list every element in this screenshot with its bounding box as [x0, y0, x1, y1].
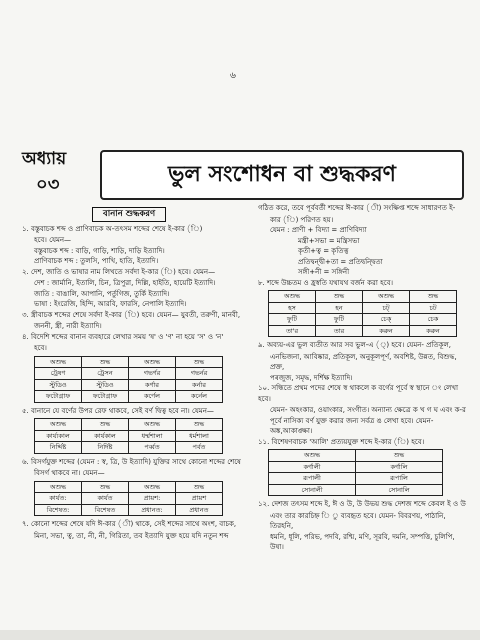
table-cell: সোনালী: [269, 484, 356, 496]
table-row: [269, 484, 443, 496]
rule-12: ১২. দেশজ তৎসম শব্দে ই, ঈ ও উ, উ উভয় শুদ্ধ দেশজ শব্দে কেবল ই ও উ: [258, 500, 466, 508]
table-row: [35, 442, 223, 454]
rule-1-example-objects: বস্তুবাচক শব্দ : বাড়ি, গাড়ি, শাড়ি, দাড়ি ইত্যাদি।: [34, 246, 165, 255]
section-title: বানান শুদ্ধকরণ: [92, 207, 166, 222]
rule-12-line2: এবং তার কারচিহ্ন ি ু ব্যবহৃত হবে। যেমন- বিবরণয়, পাঠানি, তিরহনি,: [270, 511, 446, 530]
table-row: [35, 391, 223, 403]
table-row: [269, 302, 457, 314]
table-cell: চেক্: [363, 314, 410, 326]
rule-11-table: [268, 449, 443, 496]
rule-7-example-4: প্রতিদ্বন্দ্বী+তা = প্রতিদ্বন্দ্বিতা: [298, 257, 383, 266]
table-cell: প্রায়শ:: [129, 493, 176, 505]
table-cell: করুন: [363, 325, 410, 337]
rule-9-line3: পৰজুজ, সমৃদ্ধ, দর্শিক্ষ ইত্যাদি।: [270, 373, 353, 382]
rule-3: ৩. স্ত্রীবাচক শব্দের শেষে সর্বদা ই-কার (ি) হবে। যেমন— যুবতী, তরুণী, মানবী,: [22, 310, 241, 319]
table-row: [35, 493, 223, 505]
table-cell: কার্যত:: [35, 493, 82, 505]
table-row: [35, 504, 223, 516]
table-header: শুদ্ধ: [356, 450, 443, 462]
table-header: শুদ্ধ: [410, 291, 457, 303]
table-cell: ট্রেসন: [82, 368, 129, 380]
rule-2-languages: ভাষা : ইংরেজি, হিন্দি, আরবি, ফারসি, নেপালি ইত্যাদি।: [34, 300, 187, 308]
table-header: শুদ্ধ: [82, 356, 129, 368]
table-cell: রূপালী: [269, 473, 356, 485]
table-header: অশুদ্ধ: [363, 291, 410, 303]
rule-5: ৫. বানানে যে বর্ণের উপর রেফ থাকবে, সেই বর্ণ দ্বিত্ব হবে না। যেমন—: [22, 406, 214, 415]
table-header: শুদ্ধ: [176, 481, 223, 493]
rule-9: ৯. অব্যয়-এর ভুল ব্যতীত আর সব ভুল-এ (্) হবে। যেমন- প্রতিকূল,: [258, 341, 451, 349]
table-cell: গভর্ণর: [129, 368, 176, 380]
table-header: অশুদ্ধ: [35, 481, 82, 493]
table-cell: সোনালি: [356, 484, 443, 496]
rule-6-line2: বিসর্গ থাকবে না। যেমন—: [34, 469, 105, 477]
table-cell: হস: [269, 302, 316, 314]
table-header: অশুদ্ধ: [269, 450, 356, 462]
table-cell: করুন: [410, 325, 457, 337]
table-cell: নির্দিষ্ট: [82, 442, 129, 454]
chapter-label: [22, 148, 100, 210]
table-row: [269, 461, 443, 473]
rule-7: ৭. কোনো শব্দের শেষে যদি ঈ-কার (ী) থাকে, সেই শব্দের সাথে অংশ, বাচক,: [22, 520, 237, 528]
rule-7-example-1: যেমন : প্রাণী + বিদ্যা = প্রাণিবিদ্যা: [270, 226, 367, 234]
table-header: শুদ্ধ: [176, 356, 223, 368]
rule-2: ২. দেশ, জাতি ও ভাষার নাম লিখতে সর্বদা ই-কার (ি) হবে। যেমন—: [22, 267, 216, 276]
rule-10-line3: পূর্বে নাসিক্য বর্ণ যুক্ত করার জন্য সর্বত্র ঙ লেখা হবে। যেমন-: [270, 416, 434, 425]
table-cell: তা'র: [269, 325, 316, 337]
rule-10-line4: অঙ্ক,আকাঙ্ক্ষা।: [270, 427, 313, 435]
table-cell: কর্ণার: [129, 379, 176, 391]
chapter-word: অধ্যায়: [22, 149, 67, 169]
rule-4-line2: হবে।: [34, 344, 47, 352]
table-cell: কার্য্যকাল: [35, 430, 82, 442]
table-cell: কার্যকাল: [82, 430, 129, 442]
table-cell: ধর্মশালা: [176, 430, 223, 442]
table-header: শুদ্ধ: [82, 481, 129, 493]
table-cell: প্রধানত: [176, 504, 223, 516]
table-header: শুদ্ধ: [82, 419, 129, 431]
right-column: [258, 203, 470, 553]
rule-7-example-3: কৃতী+ত্ব = কৃতিত্ব: [298, 247, 349, 255]
page-number: ৬: [230, 71, 236, 81]
rule-6-table: [34, 481, 223, 517]
rule-6: ৬. বিসর্গযুক্ত শব্দের (যেমন : স্ব, ত্রি, উ ইত্যাদি) যুক্তির সাথে কোনো শব্দের শেষে: [22, 457, 241, 466]
chapter-title-banner: ভুল সংশোধন বা শুদ্ধকরণ: [100, 150, 464, 200]
table-cell: স্টুডিও: [82, 379, 129, 391]
table-cell: বিশেষত:: [35, 504, 82, 516]
rule-3-line2: জননী, স্ত্রী, নারী ইত্যাদি।: [34, 322, 102, 330]
table-header: অশুদ্ধ: [129, 481, 176, 493]
rule-4: ৪. বিদেশি শব্দের বানান ব্যবহারে লেখার সময় 'ষ' ও 'ণ' না হয়ে 'স' ও 'ন': [22, 332, 224, 341]
table-row: [35, 430, 223, 442]
page-edge: [0, 630, 480, 640]
table-cell: গভর্নর: [176, 368, 223, 380]
rule-2-countries: দেশ : জার্মানি, ইতালি, চিন, ত্রিপুরা, দিল্লি, হাইতি, হায়েটি ইত্যাদি।: [34, 279, 216, 287]
rule-10: ১০. সন্ধিতে প্রথম পদের শেষে স্ব থাকলে ক বর্গের পূর্বে স্ব স্থানে ং লেখা হবে।: [258, 384, 459, 403]
table-cell: চট: [410, 302, 457, 314]
table-cell: ফটোগ্রাফ: [35, 391, 82, 403]
table-header: অশুদ্ধ: [35, 356, 82, 368]
table-cell: প্রায়শ: [176, 493, 223, 505]
table-cell: ধর্ম্মশালা: [129, 430, 176, 442]
table-cell: রূপালি: [356, 473, 443, 485]
table-cell: বিশেষত: [82, 504, 129, 516]
table-header: শুদ্ধ: [316, 291, 363, 303]
rule-4-table: [34, 356, 223, 403]
table-cell: চট্: [363, 302, 410, 314]
table-cell: হন: [316, 302, 363, 314]
rule-8-table: [268, 290, 457, 337]
table-header: অশুদ্ধ: [129, 419, 176, 431]
chapter-number: ০৩: [36, 174, 60, 195]
table-cell: কর্ণালি: [356, 461, 443, 473]
rule-7-example-2: মন্ত্রী+সভা = মন্ত্রিসভা: [298, 236, 360, 245]
table-cell: পর্বত: [176, 442, 223, 454]
table-row: [269, 473, 443, 485]
rule-5-table: [34, 418, 223, 454]
table-cell: কর্নেল: [176, 391, 223, 403]
table-cell: স্টুডিও: [35, 379, 82, 391]
rule-10-line2: যেমন- অহংকার, ওয়াংকার, সংগীত। অন্যান্য ক্ষেত্রে ক খ গ ঘ এবং ক-র: [270, 406, 466, 414]
table-cell: তার: [316, 325, 363, 337]
rule-12-line3: ধমনি, ধূলি, পরিভ, পদবি, রশ্মি, মণি, সূরবি, দমনি, সম্পত্তি, চুলিপি, উষা।: [270, 532, 455, 551]
table-cell: কর্ণেল: [129, 391, 176, 403]
rule-1-line2: হবে। যেমন—: [34, 236, 72, 244]
left-column: [22, 207, 252, 541]
table-header: শুদ্ধ: [176, 419, 223, 431]
table-cell: কর্নার: [176, 379, 223, 391]
table-header: অশুদ্ধ: [269, 291, 316, 303]
rule-7-example-5: সঙ্গী+নী = সঙ্গিনী: [298, 268, 350, 276]
rule-7-line2: মিনা, সভা, ত্ব, তা, নী, নী, গিরিতা, তব ইত্যাদি যুক্ত হয়ে যদি নতুন শব্দ: [34, 531, 229, 540]
rule-7-continued: গঠিত করে, তবে পূর্ববর্তী শব্দের ঈ-কার (ী) সংক্ষিপ্ত শব্দে সাধারণত ই-: [258, 204, 456, 212]
table-cell: ফটোগ্রাফ: [82, 391, 129, 403]
rule-1: ১. বস্তুবাচক শব্দ ও প্রাণিবাচক অ-তৎসম শব্দের শেষে ই-কার (ি): [22, 224, 203, 233]
table-cell: কার্যত: [82, 493, 129, 505]
table-row: [35, 379, 223, 391]
rule-7-continued-line2: কার (ি) পরিণত হয়।: [270, 215, 334, 224]
table-cell: ফুটি: [316, 314, 363, 326]
table-cell: চেক: [410, 314, 457, 326]
table-row: [269, 314, 457, 326]
table-cell: পর্ব্বত: [129, 442, 176, 454]
table-cell: নির্দ্দিষ্ট: [35, 442, 82, 454]
rule-1-example-animals: প্রাণিবাচক শব্দ : তুলসি, পাখি, হাতি, ইত্যাদি।: [34, 257, 159, 265]
table-cell: কর্ণালী: [269, 461, 356, 473]
table-cell: ট্রেষণ: [35, 368, 82, 380]
table-cell: ফুটি: [269, 314, 316, 326]
table-row: [269, 325, 457, 337]
rule-8: ৮. শব্দে উচ্চতম ও হ্রস্বতি যথাযথ বর্জন করা হবে।: [258, 278, 393, 287]
table-row: [35, 368, 223, 380]
table-header: অশুদ্ধ: [35, 419, 82, 431]
rule-2-nations: জাতি : বাঙালি, আপানি, পর্তুগিজ, তুর্কি ইত্যাদি।: [34, 289, 170, 298]
table-cell: প্রধানত:: [129, 504, 176, 516]
rule-11: ১১. বিশেষণবাচক 'আলি' প্রত্যয়যুক্ত শব্দে ই-কার (ি) হবে।: [258, 437, 425, 446]
table-header: অশুদ্ধ: [129, 356, 176, 368]
rule-9-line2: এনভিজনা, আবিষ্কার, প্রতিকূল, অনুকূলপূর্ণ, অবশিষ্ট, উন্নত, বিশুদ্ধ, প্রক্ত,: [270, 352, 457, 371]
